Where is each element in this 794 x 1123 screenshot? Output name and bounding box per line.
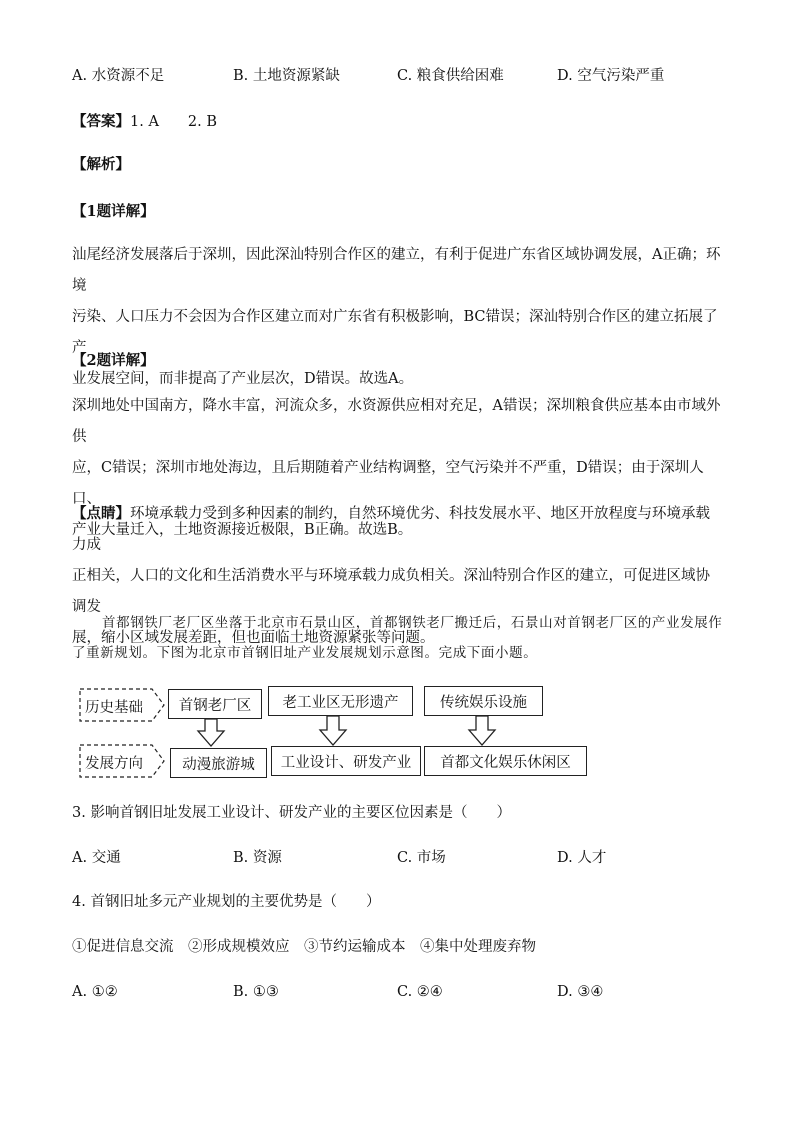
- tip-line-text: 环境承载力受到多种因素的制约，自然环境优劣、科技发展水平、地区开放程度与环境承载力成: [72, 506, 710, 553]
- down-arrow-icon: [469, 716, 495, 745]
- q4-stem: 4. 首钢旧址多元产业规划的主要优势是（ ）: [72, 894, 381, 910]
- box-animation-tourism: 动漫旅游城: [170, 748, 267, 778]
- intro-line: 了重新规划。下图为北京市首钢旧址产业发展规划示意图。完成下面小题。: [72, 645, 538, 661]
- tip-label: 【点睛】: [72, 505, 130, 522]
- down-arrow-icon: [320, 716, 346, 745]
- analysis-label: 【解析】: [72, 156, 130, 173]
- q3-option-a: A. 交通: [72, 850, 121, 866]
- answer-text: 1. A 2. B: [130, 114, 218, 130]
- q1-detail-line: 污染、人口压力不会因为合作区建立而对广东省有积极影响，BC错误；深汕特别合作区的建立拓展了产: [72, 309, 718, 356]
- box-intangible-heritage: 老工业区无形遗产: [268, 686, 413, 716]
- box-traditional-entertainment: 传统娱乐设施: [424, 686, 543, 716]
- q2-detail-line: 产业大量迁入，土地资源接近极限，B正确。故选B。: [72, 522, 413, 538]
- q2-detail-line: 应，C错误；深圳市地处海边，且后期随着产业结构调整，空气污染并不严重，D错误；由于深圳人口、: [72, 460, 704, 507]
- option-c: C. 粮食供给困难: [397, 68, 504, 84]
- option-a: A. 水资源不足: [72, 68, 165, 84]
- history-tag: 历史基础: [85, 700, 143, 716]
- q4-option-a: A. ①②: [72, 984, 118, 1000]
- option-d: D. 空气污染严重: [557, 68, 665, 84]
- q3-option-b: B. 资源: [233, 850, 282, 866]
- box-industrial-design: 工业设计、研发产业: [271, 746, 421, 776]
- q2-detail-heading: 【2题详解】: [72, 352, 155, 369]
- q3-option-d: D. 人才: [557, 850, 607, 866]
- tip-line: 正相关，人口的文化和生活消费水平与环境承载力成负相关。深汕特别合作区的建立，可促进区域协调发: [72, 568, 710, 615]
- q4-option-d: D. ③④: [557, 984, 604, 1000]
- q1-detail-heading: 【1题详解】: [72, 203, 155, 220]
- q4-statements: ①促进信息交流 ②形成规模效应 ③节约运输成本 ④集中处理废弃物: [72, 939, 536, 955]
- q4-option-c: C. ②④: [397, 984, 443, 1000]
- answer-label: 【答案】: [72, 113, 130, 130]
- q2-detail-line: 深圳地处中国南方，降水丰富，河流众多，水资源供应相对充足，A错误；深圳粮食供应基本由市域外供: [72, 398, 721, 445]
- q3-stem: 3. 影响首钢旧址发展工业设计、研发产业的主要区位因素是（ ）: [72, 805, 511, 821]
- box-culture-leisure: 首都文化娱乐休闲区: [424, 746, 587, 776]
- direction-tag: 发展方向: [85, 756, 143, 772]
- q1-detail-line: 业发展空间，而非提高了产业层次，D错误。故选A。: [72, 371, 414, 387]
- down-arrow-icon: [198, 719, 224, 746]
- intro-line: 首都钢铁厂老厂区坐落于北京市石景山区，首都钢铁老厂搬迁后，石景山对首钢老厂区的产业发展作: [102, 615, 723, 631]
- option-b: B. 土地资源紧缺: [233, 68, 340, 84]
- tip-line: 展，缩小区域发展差距，但也面临土地资源紧张等问题。: [72, 630, 435, 646]
- q1-detail-line: 汕尾经济发展落后于深圳，因此深汕特别合作区的建立，有利于促进广东省区域协调发展，A正确；环境: [72, 247, 721, 294]
- q4-option-b: B. ①③: [233, 984, 279, 1000]
- q3-option-c: C. 市场: [397, 850, 446, 866]
- box-old-plant: 首钢老厂区: [168, 689, 262, 719]
